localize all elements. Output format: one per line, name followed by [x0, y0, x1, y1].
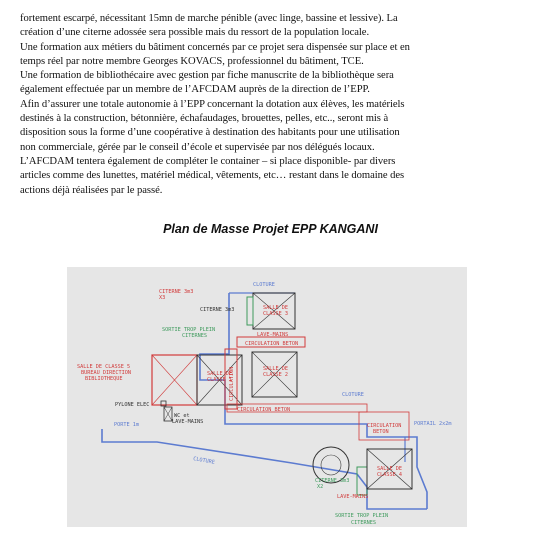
text-line: non commerciale, gérée par le conseil d’école et supervisée par nos délégués locaux. — [20, 141, 375, 153]
text-line: Une formation aux métiers du bâtiment concernés par ce projet sera dispensée sur place et en — [20, 41, 410, 53]
text-line: fortement escarpé, nécessitant 15mn de marche pénible (avec linge, bassine et lessive). La — [20, 13, 398, 24]
text-line: Afin d’assurer une totale autonomie à l’EPP concernant la dotation aux élèves, les matériels — [20, 98, 405, 110]
pylon-label: PYLONE ELEC — [115, 402, 150, 408]
gate-label: PORTAIL 2x2m — [414, 421, 452, 427]
handwash-label: LAVE-MAINS — [172, 419, 204, 425]
classroom-5-label: BIBLIOTHEQUE — [85, 376, 123, 382]
walkway-label: BETON — [373, 429, 389, 435]
classroom-4-label: CLASSE 4 — [377, 472, 402, 478]
text-line: temps réel par notre membre Georges KOVACS, professionnel du bâtiment, TCE. — [20, 55, 364, 67]
overflow-label: CITERNES — [182, 333, 207, 339]
walkway-label: CIRCULATION BETON — [237, 407, 291, 413]
text-line: articles comme des lunettes, matériel médical, vêtements, etc… restant dans le domaine des — [20, 170, 405, 182]
fence-label: CLOTURE — [342, 392, 364, 398]
overflow-label: SORTIE TROP PLEIN — [162, 327, 216, 333]
classroom-2-label: CLASSE 2 — [263, 372, 288, 378]
classroom-5-label: SALLE DE CLASSE 5 — [77, 364, 131, 370]
cistern-label: CITERNE 3m3 — [159, 289, 194, 295]
walkway-label: CIRCULATION BETON — [245, 341, 299, 347]
text-line: Une formation de bibliothécaire avec gestion par fiche manuscrite de la bibliothèque sera — [20, 70, 394, 82]
overflow-label: CITERNES — [351, 520, 376, 526]
classroom-2-label: SALLE DE — [263, 366, 288, 372]
walkway-label: CIRCULATION — [367, 423, 402, 429]
text-line: disposition sous la forme d’une coopérative à destination des habitants pour une utilisation — [20, 127, 400, 139]
cistern-label: CITERNE 3m3 — [200, 307, 235, 313]
plan-title: Plan de Masse Projet EPP KANGANI — [163, 222, 378, 236]
fence-label: CLOTURE — [253, 282, 275, 288]
classroom-1-label: CLASSE 1 — [207, 377, 232, 383]
door-label: PORTE 1m — [114, 422, 139, 428]
body-paragraph — [20, 12, 526, 198]
classroom-5-label: BUREAU DIRECTION — [81, 370, 131, 376]
text-line: actions déjà réalisées par le passé. — [20, 184, 163, 196]
site-plan-drawing — [67, 267, 467, 527]
vertical-walkway-label: CIRCULATION — [229, 366, 235, 401]
classroom-4-label: SALLE DE — [377, 466, 402, 472]
handwash-label: LAVE-MAINS — [337, 494, 369, 500]
classroom-3-label: CLASSE 3 — [263, 311, 288, 317]
text-line: également effectuée par un membre de l’AFCDAM auprès de la direction de l’EPP. — [20, 84, 370, 96]
classroom-3-label: SALLE DE — [263, 305, 288, 311]
text-line: L’AFCDAM tentera également de compléter le container – si place disponible- par divers — [20, 155, 396, 167]
fence-label: CLOTURE — [192, 456, 216, 466]
overflow-label: SORTIE TROP PLEIN — [335, 513, 389, 519]
cistern-label: X3 — [159, 295, 166, 301]
site-plan-svg — [67, 267, 467, 527]
wc-label: WC et — [174, 413, 190, 419]
handwash-label: LAVE-MAINS — [257, 332, 289, 338]
cistern-label: X2 — [317, 484, 324, 490]
text-line: création d’une citerne adossée sera possible mais du ressort de la population locale. — [20, 27, 370, 39]
cistern-label: CITERNE 3m3 — [315, 478, 350, 484]
classroom-1-label: SALLE DE — [207, 371, 232, 377]
text-line: destinés à la construction, bétonnière, échafaudages, brouettes, pelles, etc.., seront mis à — [20, 113, 389, 125]
